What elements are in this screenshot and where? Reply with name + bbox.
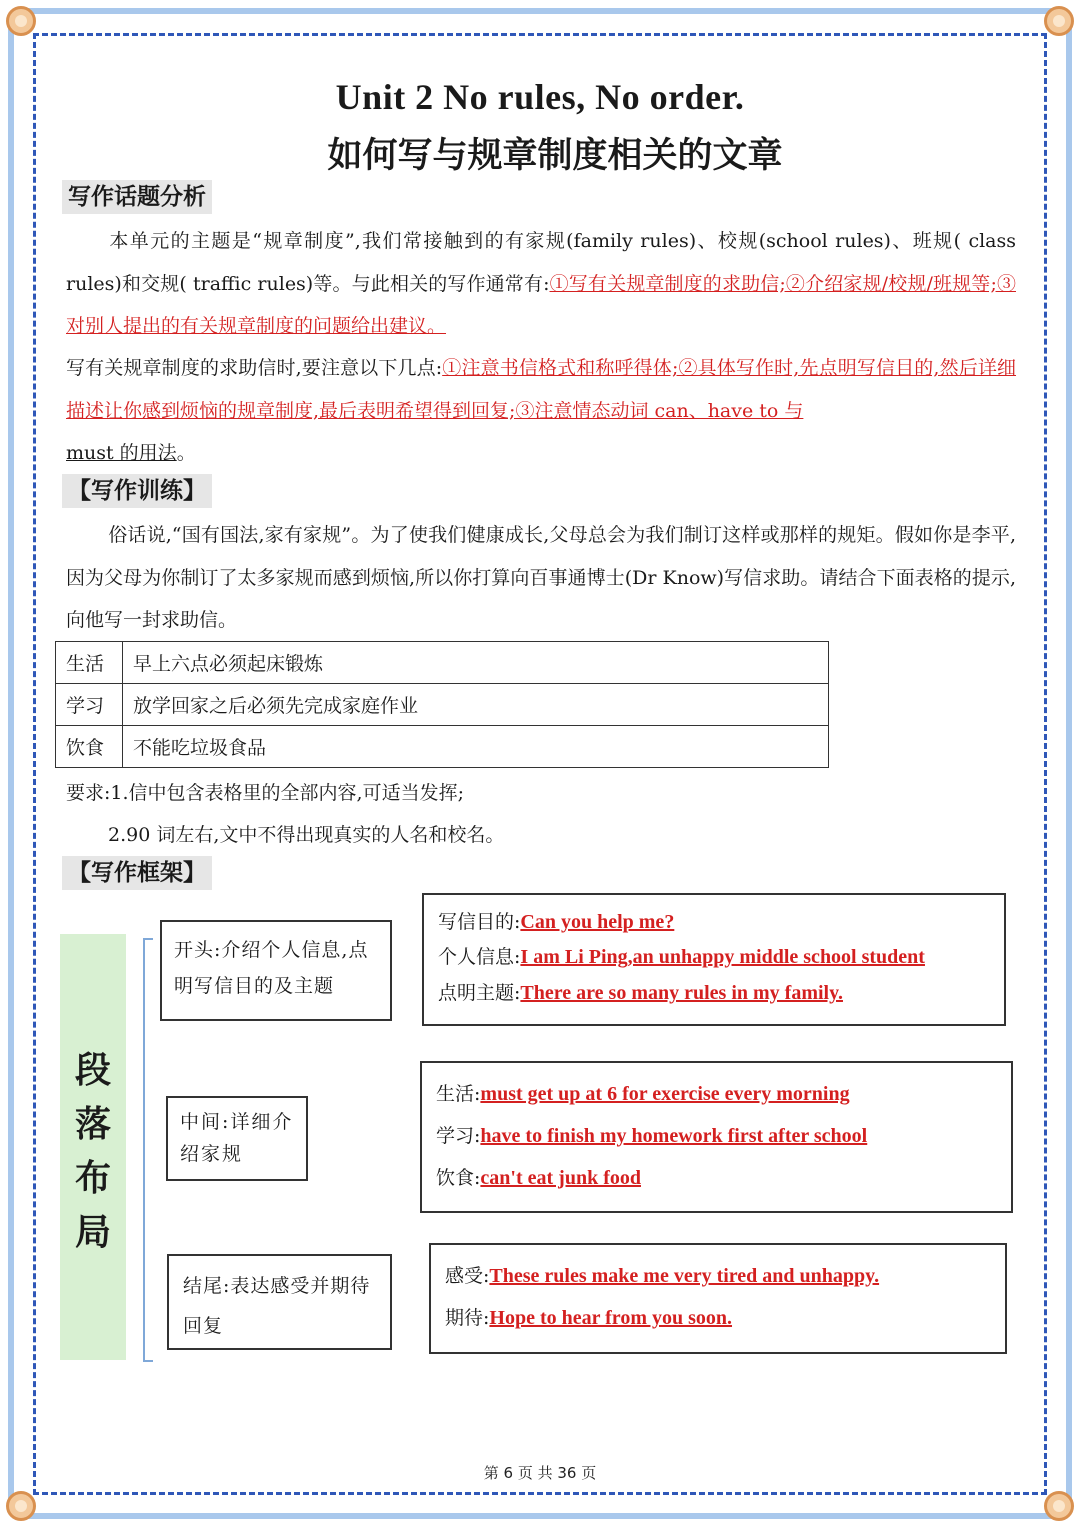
table-cell-category: 生活 — [56, 642, 123, 684]
side-label-char: 落 — [74, 1103, 111, 1145]
topic-paragraph-2 — [66, 347, 1016, 475]
line-answer: can't eat junk food — [480, 1167, 641, 1189]
section-heading-writing-practice: 【写作训练】 — [62, 474, 212, 508]
letter-tips-must: must 的用法 — [66, 442, 177, 464]
topic-writing-types: ①写有关规章制度的求助信;②介绍家规/校规/班规等;③对别人提出的有关规章制度的问题给出建议。 — [66, 272, 1016, 337]
opening-line — [438, 907, 674, 934]
opening-content-box — [422, 893, 1006, 1026]
line-key: 生活: — [436, 1083, 481, 1105]
side-label-char: 布 — [74, 1157, 111, 1199]
section-heading-topic-analysis: 写作话题分析 — [62, 180, 212, 214]
ending-line — [445, 1303, 732, 1330]
ending-content-box — [429, 1243, 1007, 1354]
corner-decoration — [1044, 6, 1074, 36]
ending-label-box: 结尾:表达感受并期待回复 — [167, 1254, 392, 1350]
rules-table — [55, 641, 829, 768]
middle-line — [436, 1079, 850, 1106]
topic-paragraph-1 — [66, 220, 1016, 348]
writing-prompt — [66, 514, 1016, 642]
table-row — [56, 642, 829, 684]
line-answer: Hope to hear from you soon. — [489, 1307, 733, 1329]
line-key: 点明主题: — [438, 982, 521, 1004]
line-answer: Can you help me? — [520, 911, 675, 933]
line-key: 感受: — [445, 1265, 490, 1287]
section-heading-writing-framework: 【写作框架】 — [62, 856, 212, 890]
title-english: Unit 2 No rules, No order. — [335, 77, 745, 117]
table-row — [56, 684, 829, 726]
table-cell-category: 学习 — [56, 684, 123, 726]
line-key: 学习: — [436, 1125, 481, 1147]
table-row — [56, 726, 829, 768]
corner-decoration — [6, 1491, 36, 1521]
opening-line — [438, 942, 925, 969]
line-key: 饮食: — [436, 1167, 481, 1189]
side-label-char: 段 — [74, 1049, 111, 1091]
table-cell-content: 放学回家之后必须先完成家庭作业 — [123, 684, 829, 726]
middle-line — [436, 1163, 641, 1190]
table-cell-content: 不能吃垃圾食品 — [123, 726, 829, 768]
opening-label-box: 开头:介绍个人信息,点明写信目的及主题 — [160, 920, 392, 1021]
page-number: 第 6 页 共 36 页 — [483, 1464, 597, 1482]
requirement-2: 2.90 词左右,文中不得出现真实的人名和校名。 — [108, 824, 505, 846]
line-answer: There are so many rules in my family. — [520, 982, 843, 1004]
line-key: 写信目的: — [438, 911, 521, 933]
requirement-1: 要求:1.信中包含表格里的全部内容,可适当发挥; — [66, 782, 464, 804]
letter-tips-points: ①注意书信格式和称呼得体;②具体写作时,先点明写信目的,然后详细描述让你感到烦恼的规章制度,最后表明希望得到回复;③注意情态动词 can、have to 与 — [66, 357, 1017, 422]
period: 。 — [176, 442, 196, 464]
middle-content-box — [420, 1061, 1013, 1213]
paragraph-layout-label — [60, 934, 126, 1360]
opening-line — [438, 978, 843, 1005]
corner-decoration — [6, 6, 36, 36]
middle-label-box: 中间:详细介绍家规 — [166, 1096, 308, 1181]
title-chinese: 如何写与规章制度相关的文章 — [327, 135, 783, 176]
line-key: 个人信息: — [438, 946, 521, 968]
line-answer: have to finish my homework first after school — [480, 1125, 868, 1147]
writing-prompt-text: 俗话说,“国有国法,家有家规”。为了使我们健康成长,父母总会为我们制订这样或那样的规矩。假如你是李平,因为父母为你制订了太多家规而感到烦恼,所以你打算向百事通博士(Dr Know)写信求助。请结合下面表格的提示,向他写一封求助信。 — [66, 524, 1016, 631]
topic-intro-text: 本单元的主题是“规章制度”,我们常接触到的有家规(family rules)、校规(school rules)、班规( class rules)和交规( traffic rules)等。与此相关的写作通常有: — [66, 230, 1016, 295]
line-answer: must get up at 6 for exercise every morning — [480, 1083, 850, 1105]
line-answer: I am Li Ping,an unhappy middle school student — [520, 946, 925, 968]
line-answer: These rules make me very tired and unhappy. — [489, 1265, 880, 1287]
corner-decoration — [1044, 1491, 1074, 1521]
middle-line — [436, 1121, 867, 1148]
table-cell-category: 饮食 — [56, 726, 123, 768]
letter-tips-intro: 写有关规章制度的求助信时,要注意以下几点: — [66, 357, 443, 379]
ending-line — [445, 1261, 879, 1288]
table-cell-content: 早上六点必须起床锻炼 — [123, 642, 829, 684]
line-key: 期待: — [445, 1307, 490, 1329]
structure-bracket — [143, 938, 153, 1362]
side-label-char: 局 — [74, 1211, 111, 1253]
